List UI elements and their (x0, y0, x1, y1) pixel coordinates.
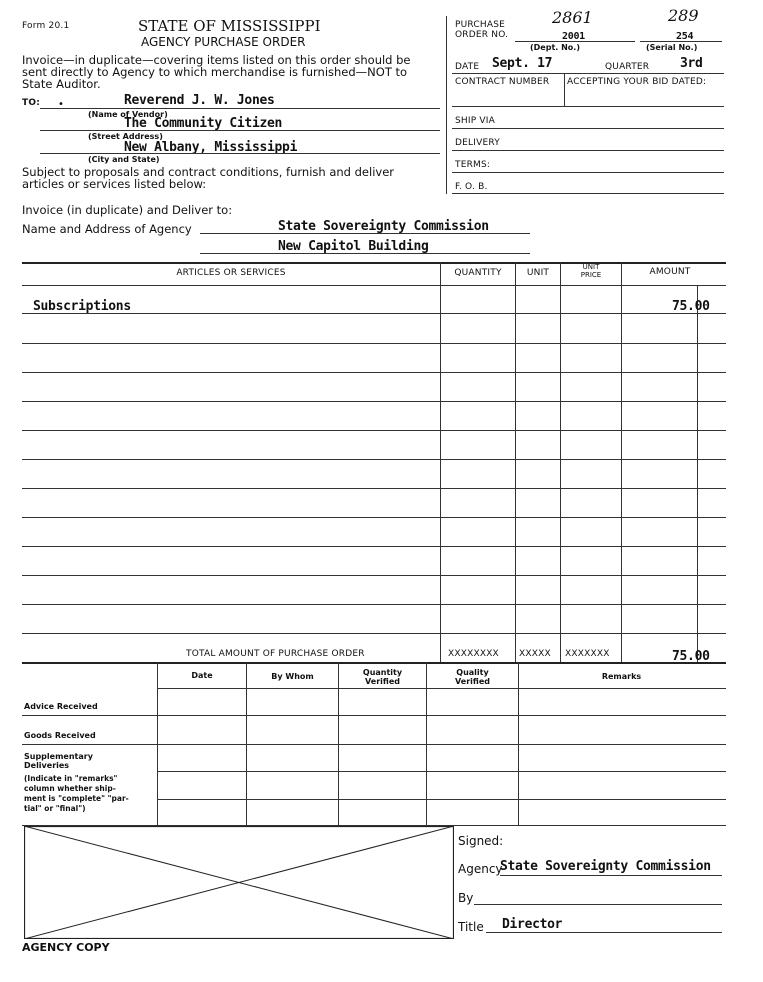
dept-no: 2001 (562, 31, 585, 42)
title-line (486, 932, 722, 933)
col-articles: ARTICLES OR SERVICES (176, 268, 286, 278)
quarter-value: 3rd (680, 56, 703, 71)
goods-received-label: Goods Received (24, 731, 96, 740)
total-amount: 75.00 (672, 649, 710, 664)
total-label: TOTAL AMOUNT OF PURCHASE ORDER (186, 649, 365, 659)
qty-verified-1: Quantity (362, 668, 403, 677)
col-unit-price-1: UNIT (582, 263, 600, 271)
table-row-line (22, 459, 726, 460)
serial-no: 254 (676, 31, 694, 42)
supp-line-1: Supplementary (24, 752, 93, 761)
agency-line-1: State Sovereignty Commission (278, 219, 489, 234)
col-divider-3 (560, 262, 561, 662)
fob-label: F. O. B. (455, 182, 488, 192)
col-quantity: QUANTITY (454, 268, 502, 278)
receipt-rule-2 (22, 744, 726, 745)
agency-copy-label: AGENCY COPY (22, 941, 110, 954)
ship-via-line (452, 128, 724, 129)
total-bottom-rule (22, 662, 726, 664)
col-divider-2 (515, 262, 516, 662)
line-item-amount: 75.00 (672, 299, 710, 314)
col-unit-price (561, 263, 621, 279)
ship-via-label: SHIP VIA (455, 116, 495, 126)
receipt-remarks-header: Remarks (601, 672, 642, 681)
advice-received-label: Advice Received (24, 702, 98, 711)
table-row-line (22, 401, 726, 402)
date-label: DATE (455, 62, 480, 72)
table-row-line (22, 430, 726, 431)
accepting-bid-label: ACCEPTING YOUR BID DATED: (567, 77, 707, 87)
form-title: STATE OF MISSISSIPPI (138, 17, 321, 35)
subject-line-1: Subject to proposals and contract conditions, furnish and deliver (22, 165, 395, 179)
form-number: Form 20.1 (22, 21, 70, 31)
crossed-out-box (24, 826, 454, 939)
terms-label: TERMS: (455, 160, 491, 170)
form-subtitle: AGENCY PURCHASE ORDER (141, 35, 306, 49)
supplementary-note (24, 774, 129, 814)
contract-number-label: CONTRACT NUMBER (455, 77, 550, 87)
supplementary-label (24, 752, 93, 770)
contract-divider (564, 73, 565, 106)
city-label: (City and State) (88, 155, 160, 164)
vendor-city-line (40, 153, 440, 154)
table-row-line (22, 488, 726, 489)
vendor-name-label: (Name of Vendor) (88, 110, 168, 119)
dept-no-label: (Dept. No.) (530, 43, 580, 52)
delivery-line (452, 150, 724, 151)
street-label: (Street Address) (88, 132, 163, 141)
agency-signed-line (500, 875, 722, 876)
receipt-qty-verified-header (339, 668, 426, 686)
quality-verified-1: Quality (456, 668, 489, 677)
quarter-label: QUARTER (605, 62, 650, 72)
delivery-label: DELIVERY (455, 138, 500, 148)
col-divider-4 (621, 262, 622, 662)
vendor-name: Reverend J. W. Jones (124, 93, 275, 108)
date-line (452, 73, 724, 74)
po-label-1: PURCHASE (455, 20, 506, 30)
instructions-line-3: State Auditor. (22, 77, 101, 91)
qty-verified-2: Verified (365, 677, 400, 686)
instructions-line-1: Invoice—in duplicate—covering items listed on this order should be (22, 53, 411, 67)
note-line-4: tial" or "final") (24, 804, 86, 813)
vendor-name-line (40, 108, 440, 109)
vendor-city: New Albany, Mississippi (124, 140, 298, 155)
receipt-header-rule (157, 688, 726, 689)
instructions (22, 54, 411, 90)
fob-line (452, 193, 724, 194)
by-label: By (458, 891, 474, 905)
subject-text (22, 166, 394, 190)
vendor-street: The Community Citizen (124, 116, 283, 131)
table-row-line (22, 372, 726, 373)
total-price-x: XXXXXXX (565, 649, 610, 659)
subject-line-2: articles or services listed below: (22, 177, 207, 191)
col-divider-1 (440, 262, 441, 662)
agency-line-2: New Capitol Building (278, 239, 429, 254)
receipt-rule-3 (157, 771, 726, 772)
dept-no-line (515, 41, 635, 42)
receipt-rule-4 (157, 799, 726, 800)
table-row-line (22, 546, 726, 547)
title-value: Director (502, 917, 563, 932)
note-line-3: ment is "complete" "par- (24, 794, 129, 803)
total-unit-x: XXXXX (519, 649, 551, 659)
agency-line-2-rule (200, 253, 530, 254)
receipt-by-whom-header: By Whom (271, 672, 314, 681)
table-row-line (22, 343, 726, 344)
header-divider (446, 16, 447, 194)
quality-verified-2: Verified (455, 677, 490, 686)
cents-divider (697, 285, 698, 662)
col-unit: UNIT (526, 268, 550, 278)
invoice-deliver-label: Invoice (in duplicate) and Deliver to: (22, 203, 233, 217)
receipt-rule-1 (22, 715, 726, 716)
col-unit-price-2: PRICE (580, 271, 602, 279)
handwritten-dept-no: 2861 (552, 8, 593, 27)
handwritten-serial-no: 289 (668, 6, 699, 25)
table-row-line (22, 575, 726, 576)
bullet: • (58, 99, 64, 110)
line-item-article: Subscriptions (33, 299, 131, 314)
contract-line (452, 106, 724, 107)
agency-signed-value: State Sovereignty Commission (500, 859, 711, 874)
table-row-line (22, 604, 726, 605)
terms-line (452, 172, 724, 173)
vendor-street-line (40, 130, 440, 131)
supp-line-2: Deliveries (24, 761, 70, 770)
po-label-2: ORDER NO. (455, 30, 509, 40)
table-row-line (22, 633, 726, 634)
note-line-2: column whether ship- (24, 784, 116, 793)
purchase-order-label (455, 20, 508, 40)
date-value: Sept. 17 (492, 56, 553, 71)
table-row-line (22, 517, 726, 518)
agency-signed-label: Agency (458, 862, 503, 876)
agency-line-1-rule (200, 233, 530, 234)
by-line (474, 904, 722, 905)
to-label: TO: (22, 98, 40, 108)
receipt-date-header: Date (191, 671, 213, 680)
note-line-1: (Indicate in "remarks" (24, 774, 118, 783)
col-amount: AMOUNT (649, 267, 691, 277)
signed-label: Signed: (458, 834, 504, 848)
serial-no-line (640, 41, 722, 42)
total-qty-x: XXXXXXXX (448, 649, 499, 659)
receipt-quality-verified-header (427, 668, 518, 686)
serial-no-label: (Serial No.) (646, 43, 698, 52)
title-label: Title (458, 920, 484, 934)
instructions-line-2: sent directly to Agency to which merchandise is furnished—NOT to (22, 65, 408, 79)
agency-name-label: Name and Address of Agency (22, 222, 192, 236)
